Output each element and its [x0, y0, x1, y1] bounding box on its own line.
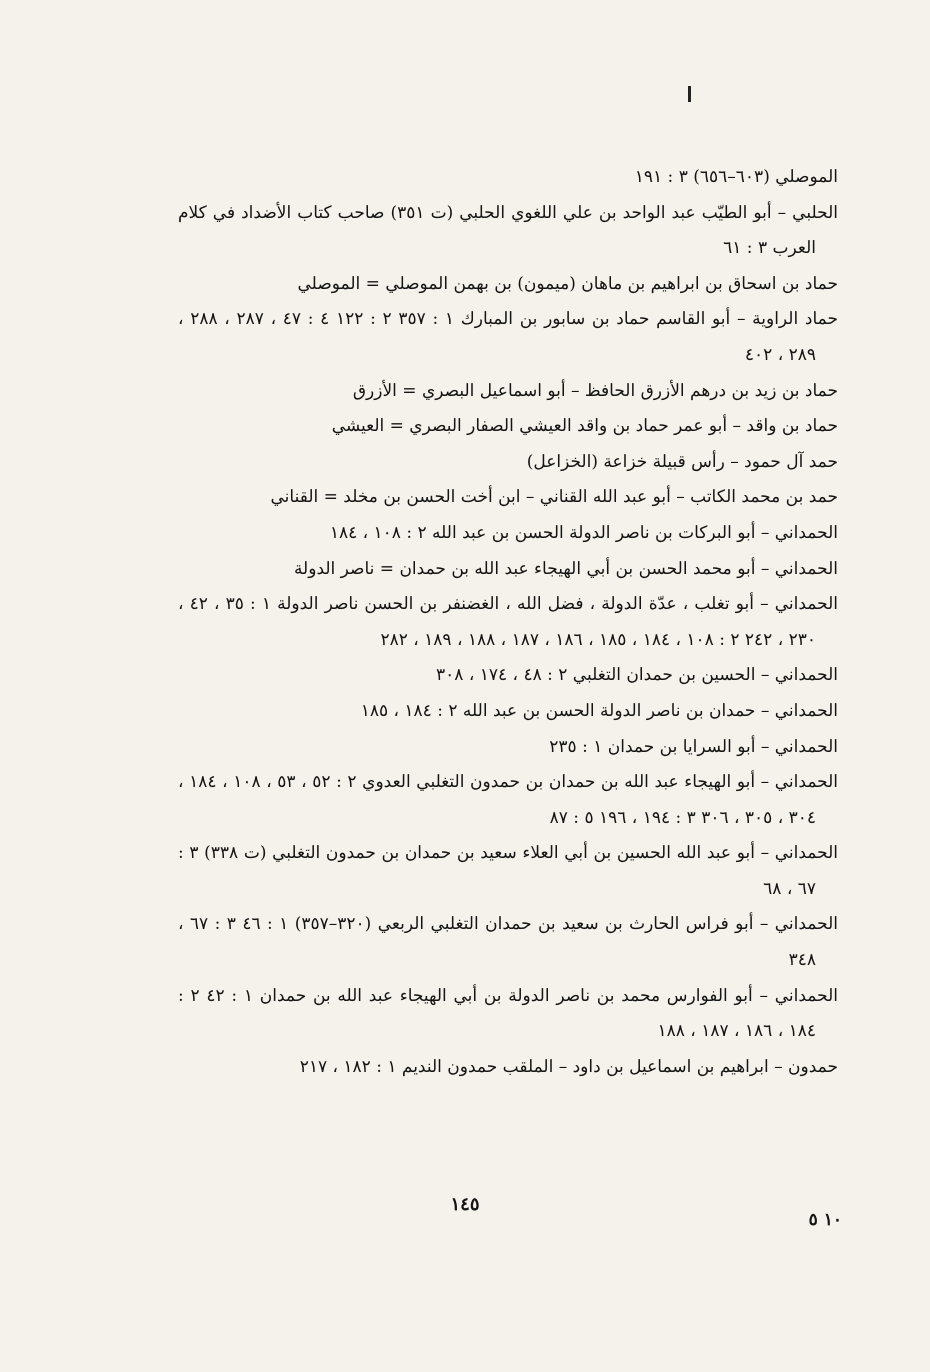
- entry-text: الحمداني – حمدان بن ناصر الدولة الحسن بن عبد الله ٢ : ١٨٤ ، ١٨٥: [360, 700, 838, 721]
- top-mark: [688, 86, 691, 102]
- index-entry: [178, 552, 838, 588]
- index-entry: [178, 658, 838, 694]
- index-entry: [178, 267, 838, 303]
- entry-text: الحمداني – أبو البركات بن ناصر الدولة الحسن بن عبد الله ٢ : ١٠٨ ، ١٨٤: [329, 522, 838, 543]
- entry-text: حماد بن اسحاق بن ابراهيم بن ماهان (ميمون) بن بهمن الموصلي = الموصلي: [297, 273, 838, 294]
- index-entry: [178, 445, 838, 481]
- index-entry: [178, 302, 838, 373]
- entry-text: الحمداني – أبو تغلب ، عدّة الدولة ، فضل الله ، الغضنفر بن الحسن ناصر الدولة ١ : ٣٥ ، ٤٢ ، ٢٣٠ ، ٢٤٢ ٢ : ١٠٨ ، ١٨٤ ، ١٨٥ ، ١٨٦ ، ١٨٧ ، ١٨٨ ، ١٨٩ ، ٢٨٢: [178, 594, 838, 650]
- entry-text: حمد بن محمد الكاتب – أبو عبد الله القناني – ابن أخت الحسن بن مخلد = القناني: [270, 487, 838, 508]
- entry-text: حماد الراوية – أبو القاسم حماد بن سابور بن المبارك ١ : ٣٥٧ ٢ : ١٢٢ ٤ : ٤٧ ، ٢٨٧ ، ٢٨٨ ، ٢٨٩ ، ٤٠٢: [178, 309, 838, 365]
- entry-text: حماد بن زيد بن درهم الأزرق الحافظ – أبو اسماعيل البصري = الأزرق: [352, 380, 838, 401]
- page-number: ١٤٥: [450, 1194, 480, 1215]
- signature-mark: ١٠ ٥: [808, 1210, 842, 1230]
- index-entry: [178, 730, 838, 766]
- entry-text: الحمداني – أبو الفوارس محمد بن ناصر الدولة بن أبي الهيجاء عبد الله بن حمدان ١ : ٤٢ ٢ : ١٨٤ ، ١٨٦ ، ١٨٧ ، ١٨٨: [178, 985, 838, 1042]
- index-entry: [178, 907, 838, 978]
- index-entry: [178, 694, 838, 730]
- entry-text: الحمداني – أبو فراس الحارث بن سعيد بن حمدان التغلبي الربعي (٣٢٠–٣٥٧) ١ : ٤٦ ٣ : ٦٧ ، ٣٤٨: [178, 914, 839, 971]
- index-entry: [178, 374, 838, 410]
- index-entry: [178, 979, 838, 1050]
- entry-text: الحمداني – أبو عبد الله الحسين بن أبي العلاء سعيد بن حمدان بن حمدون التغلبي (ت ٣٣٨) ٣ : ٦٧ ، ٦٨: [178, 843, 838, 899]
- index-entry: [178, 587, 838, 658]
- index-entry: [178, 409, 838, 445]
- entry-text: الحمداني – أبو الهيجاء عبد الله بن حمدان بن حمدون التغلبي العدوي ٢ : ٥٢ ، ٥٣ ، ١٠٨ ، ١٨٤ ، ٣٠٤ ، ٣٠٥ ، ٣٠٦ ٣ : ١٩٤ ، ١٩٦ ٥ : ٨٧: [178, 772, 839, 828]
- entry-text: الموصلي (٦٠٣–٦٥٦) ٣ : ١٩١: [634, 167, 838, 187]
- entry-text: حماد بن واقد – أبو عمر حماد بن واقد العيشي الصفار البصري = العيشي: [331, 416, 838, 437]
- index-entry: [178, 480, 838, 516]
- entry-text: الحلبي – أبو الطيّب عبد الواحد بن علي اللغوي الحلبي (ت ٣٥١) صاحب كتاب الأضداد في كلام العرب ٣ : ٦١: [178, 202, 838, 259]
- entry-text: الحمداني – الحسين بن حمدان التغلبي ٢ : ٤٨ ، ١٧٤ ، ٣٠٨: [436, 665, 838, 686]
- index-entry: [178, 765, 838, 836]
- index-entry: [178, 516, 838, 552]
- entry-text: الحمداني – أبو محمد الحسن بن أبي الهيجاء عبد الله بن حمدان = ناصر الدولة: [293, 558, 838, 579]
- index-entry: [178, 836, 838, 907]
- entry-text: الحمداني – أبو السرايا بن حمدان ١ : ٢٣٥: [549, 736, 838, 757]
- entry-text: حمد آل حمود – رأس قبيلة خزاعة (الخزاعل): [526, 451, 838, 472]
- index-entries: [178, 160, 838, 1085]
- index-entry: [178, 160, 838, 196]
- index-entry: [178, 1050, 838, 1086]
- entry-text: حمدون – ابراهيم بن اسماعيل بن داود – الملقب حمدون النديم ١ : ١٨٢ ، ٢١٧: [299, 1056, 838, 1077]
- index-entry: [178, 196, 838, 267]
